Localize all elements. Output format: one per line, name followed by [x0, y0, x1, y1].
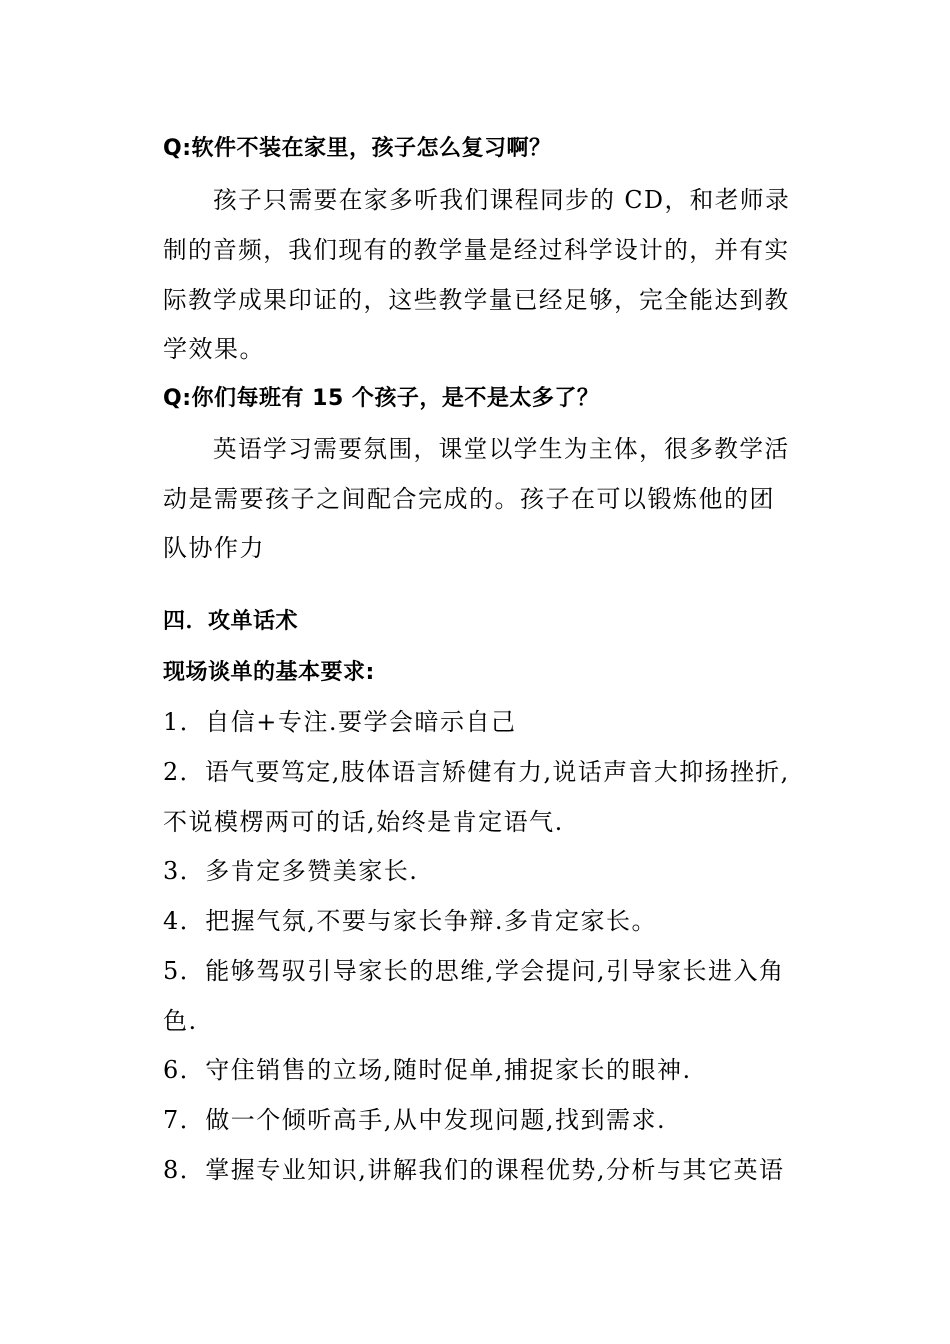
list-item: 5．能够驾驭引导家长的思维,学会提问,引导家长进入角 — [163, 957, 785, 985]
list-item: 3．多肯定多赞美家长. — [163, 857, 419, 885]
answer-line: 际教学成果印证的，这些教学量已经足够，完全能达到教 — [163, 286, 790, 314]
answer-line: 学效果。 — [163, 335, 265, 363]
answer-line: 英语学习需要氛围，课堂以学生为主体，很多教学活 — [213, 435, 790, 463]
list-item: 6．守住销售的立场,随时促单,捕捉家长的眼神. — [163, 1056, 692, 1084]
section-subheading: 现场谈单的基本要求: — [163, 660, 375, 685]
answer-line: 孩子只需要在家多听我们课程同步的 CD，和老师录 — [213, 186, 791, 214]
list-item: 1．自信+专注.要学会暗示自己 — [163, 708, 517, 736]
answer-line: 队协作力 — [163, 534, 265, 562]
list-item: 4．把握气氛,不要与家长争辩.多肯定家长。 — [163, 907, 658, 935]
question-heading: Q:你们每班有 15 个孩子，是不是太多了？ — [163, 386, 600, 411]
list-item: 不说模楞两可的话,始终是肯定语气. — [163, 808, 564, 836]
section-heading: 四．攻单话术 — [163, 609, 299, 634]
question-heading: Q:软件不装在家里，孩子怎么复习啊？ — [163, 136, 552, 161]
answer-line: 制的音频，我们现有的教学量是经过科学设计的，并有实 — [163, 236, 790, 264]
list-item: 2．语气要笃定,肢体语言矫健有力,说话声音大抑扬挫折, — [163, 758, 790, 786]
list-item: 8．掌握专业知识,讲解我们的课程优势,分析与其它英语 — [163, 1156, 785, 1184]
answer-line: 动是需要孩子之间配合完成的。孩子在可以锻炼他的团 — [163, 485, 775, 513]
list-item: 7．做一个倾听高手,从中发现问题,找到需求. — [163, 1106, 667, 1134]
list-item: 色. — [163, 1007, 198, 1035]
